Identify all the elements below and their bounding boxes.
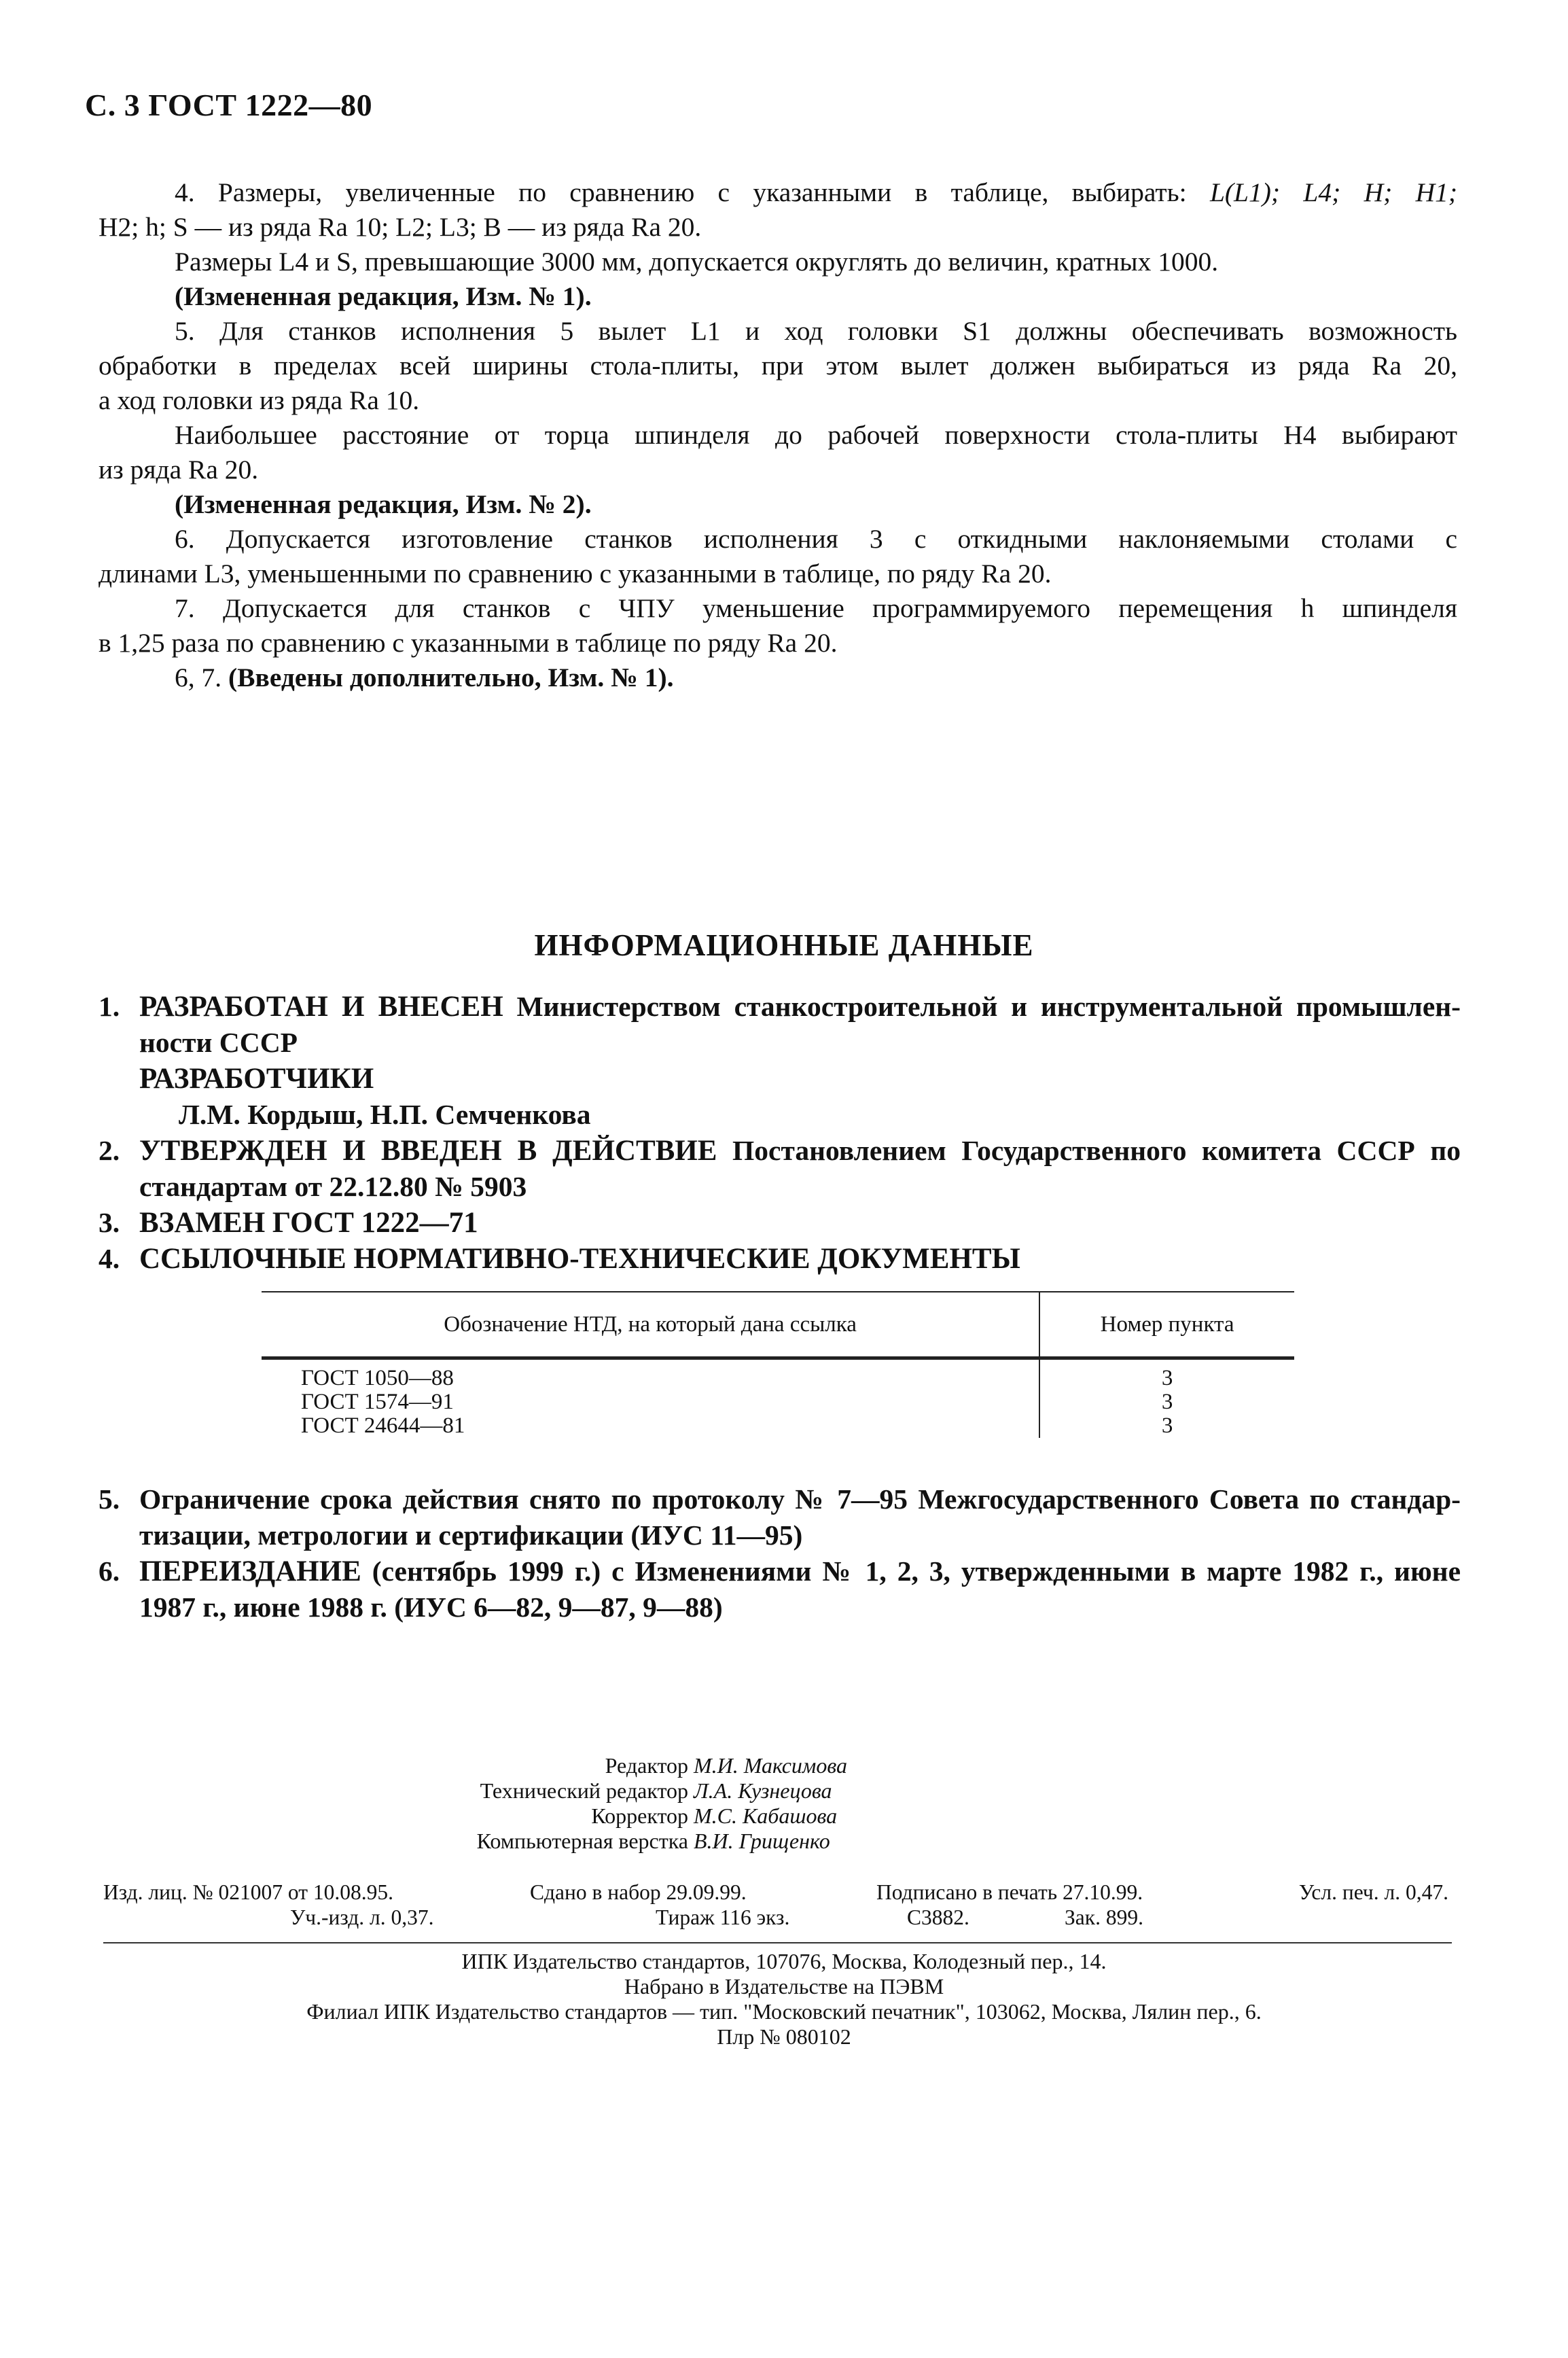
imprint-code: С3882.: [907, 1905, 969, 1929]
page-header: С. 3 ГОСТ 1222—80: [85, 88, 373, 122]
table-header-row: [262, 1292, 1294, 1358]
column-header-item: Номер пункта: [1039, 1292, 1294, 1358]
table-row: ГОСТ 24644—81 3: [262, 1414, 1294, 1438]
developers-names: Л.М. Кордыш, Н.П. Семченкова: [179, 1099, 591, 1130]
publisher-line-4: Плр № 080102: [717, 2024, 851, 2049]
imprint-sent: Сдано в набор 29.09.99.: [530, 1880, 747, 1904]
note-7-line-1: 7. Допускается для станков с ЧПУ уменьшение программируемого перемещения h шпинделя: [175, 593, 1457, 623]
info-item-6: 6. ПЕРЕИЗДАНИЕ (сентябрь 1999 г.) с Изменениями № 1, 2, 3, утвержденными в марте 1982 г., июне 1987 г., июне 1988 г. (ИУС 6—82, 9—87, 9—88): [99, 1555, 1461, 1623]
info-item-5: 5. Ограничение срока действия снято по протоколу № 7—95 Межгосударственного Совета по стандар- тизации, метрологии и сертификации (ИУС 11—95): [99, 1483, 1461, 1551]
publisher-line-2: Набрано в Издательстве на ПЭВМ: [624, 1974, 944, 1999]
developers-label: РАЗРАБОТЧИКИ: [139, 1063, 374, 1095]
publisher-line-3: Филиал ИПК Издательство стандартов — тип. "Московский печатник", 103062, Москва, Лялин пер., 6.: [306, 1999, 1262, 2024]
info-item-1: 1. РАЗРАБОТАН И ВНЕСЕН Министерством станкостроительной и инструментальной промышлен- ности СССР: [99, 991, 1461, 1058]
info-list-continued: [99, 1481, 1461, 1625]
imprint-pub-sheets: Уч.-изд. л. 0,37.: [290, 1905, 434, 1929]
note-4-line-2: H2; h; S — из ряда Ra 10; L2; L3; B — из ряда Ra 20.: [99, 212, 702, 242]
note-7-line-2: в 1,25 раза по сравнению с указанными в таблице по ряду Ra 20.: [99, 628, 838, 658]
credit-editor: Редактор М.И. Максимова: [605, 1753, 848, 1778]
info-item-3: 3. ВЗАМЕН ГОСТ 1222—71: [99, 1207, 478, 1239]
note-5-line-3: а ход головки из ряда Ra 10.: [99, 385, 420, 415]
column-header-document: Обозначение НТД, на который дана ссылка: [262, 1292, 1039, 1358]
credits-block: [0, 1753, 1568, 1854]
imprint-run: Тираж 116 экз.: [656, 1905, 790, 1929]
ntd-reference-table: [262, 1291, 1294, 1438]
imprint-order: Зак. 899.: [1065, 1905, 1143, 1929]
note-5b-line-2: из ряда Ra 20.: [99, 455, 259, 485]
credit-tech-editor: Технический редактор Л.А. Кузнецова: [480, 1778, 832, 1803]
note-6-line-1: 6. Допускается изготовление станков исполнения 3 с откидными наклоняемыми столами с: [175, 524, 1457, 554]
publisher-line-1: ИПК Издательство стандартов, 107076, Москва, Колодезный пер., 14.: [461, 1949, 1107, 1973]
info-item-4: 4. ССЫЛОЧНЫЕ НОРМАТИВНО-ТЕХНИЧЕСКИЕ ДОКУМЕНТЫ: [99, 1243, 1020, 1275]
imprint-print-sheets: Усл. печ. л. 0,47.: [1298, 1880, 1448, 1904]
note-4-sizes: Размеры L4 и S, превышающие 3000 мм, допускается округлять до величин, кратных 1000.: [175, 247, 1219, 277]
note-5b-line-1: Наибольшее расстояние от торца шпинделя до рабочей поверхности стола-плиты H4 выбирают: [175, 420, 1457, 450]
imprint-block: [103, 1880, 1448, 1930]
note-5-line-1: 5. Для станков исполнения 5 вылет L1 и ход головки S1 должны обеспечивать возможность: [175, 316, 1457, 346]
publisher-block: [0, 1949, 1568, 2049]
imprint-divider: [103, 1942, 1452, 1943]
table-row: ГОСТ 1050—88 3: [262, 1358, 1294, 1391]
info-title: ИНФОРМАЦИОННЫЕ ДАННЫЕ: [534, 928, 1034, 962]
note-4-amendment: (Измененная редакция, Изм. № 1).: [175, 281, 592, 311]
imprint-signed: Подписано в печать 27.10.99.: [876, 1880, 1143, 1904]
info-item-2: 2. УТВЕРЖДЕН И ВВЕДЕН В ДЕЙСТВИЕ Постановлением Государственного комитета СССР по стандартам от 22.12.80 № 5903: [99, 1135, 1461, 1202]
credit-layout: Компьютерная верстка В.И. Грищенко: [476, 1829, 830, 1853]
table-row: ГОСТ 1574—91 3: [262, 1390, 1294, 1414]
note-6-7-amendment: 6, 7. (Введены дополнительно, Изм. № 1).: [175, 663, 674, 692]
imprint-license: Изд. лиц. № 021007 от 10.08.95.: [103, 1880, 393, 1904]
note-6-line-2: длинами L3, уменьшенными по сравнению с указанными в таблице, по ряду Ra 20.: [99, 559, 1052, 588]
notes-section: [99, 175, 1457, 695]
note-4-line-1: 4. Размеры, увеличенные по сравнению с указанными в таблице, выбирать: L(L1); L4; H; H1;: [175, 177, 1457, 207]
info-list: [99, 989, 1461, 1277]
note-5-amendment: (Измененная редакция, Изм. № 2).: [175, 489, 592, 519]
credit-corrector: Корректор М.С. Кабашова: [591, 1803, 838, 1828]
note-5-line-2: обработки в пределах всей ширины стола-плиты, при этом вылет должен выбираться из ряда Ra 20,: [99, 351, 1457, 381]
